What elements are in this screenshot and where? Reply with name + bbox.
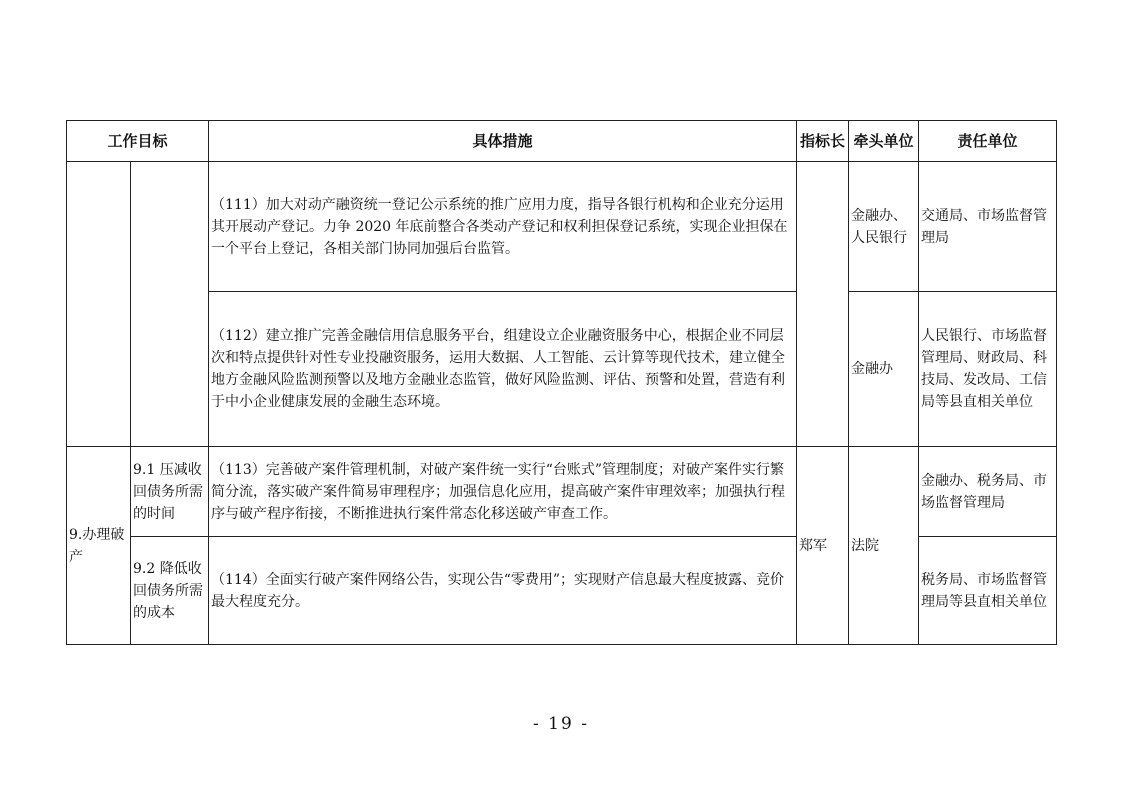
subgoal-9-2: 9.2 降低收回债务所需的成本 <box>131 537 209 645</box>
indicator-lead-empty <box>797 162 849 447</box>
responsible-unit-111: 交通局、市场监督管理局 <box>919 162 1057 292</box>
goal-bankruptcy: 9.办理破产 <box>67 447 131 645</box>
table-row <box>67 292 1057 447</box>
header-responsible-unit: 责任单位 <box>919 121 1057 162</box>
page-number: - 19 - <box>533 714 589 734</box>
measure-111: （111）加大对动产融资统一登记公示系统的推广应用力度，指导各银行机构和企业充分运用其开展动产登记。力争 2020 年底前整合各类动产登记和权利担保登记系统，实现企业担保在一个平台上登记，各相关部门协同加强后台监管。 <box>209 162 797 292</box>
responsible-unit-112: 人民银行、市场监督管理局、财政局、科技局、发改局、工信局等县直相关单位 <box>919 292 1057 447</box>
header-measures: 具体措施 <box>209 121 797 162</box>
lead-unit-112: 金融办 <box>849 292 919 447</box>
header-goal: 工作目标 <box>67 121 209 162</box>
responsible-unit-113: 金融办、税务局、市场监督管理局 <box>919 447 1057 537</box>
lead-unit-111: 金融办、人民银行 <box>849 162 919 292</box>
responsible-unit-114: 税务局、市场监督管理局等县直相关单位 <box>919 537 1057 645</box>
indicator-lead-bankruptcy: 郑军 <box>797 447 849 645</box>
measure-112: （112）建立推广完善金融信用信息服务平台，组建设立企业融资服务中心，根据企业不同层次和特点提供针对性专业投融资服务，运用大数据、人工智能、云计算等现代技术，建立健全地方金融风险监测预警以及地方金融业态监管，做好风险监测、评估、预警和处置，营造有利于中小企业健康发展的金融生态环境。 <box>209 292 797 447</box>
measure-114: （114）全面实行破产案件网络公告，实现公告“零费用”；实现财产信息最大程度披露、竞价最大程度充分。 <box>209 537 797 645</box>
table-row <box>67 162 1057 292</box>
header-indicator-lead: 指标长 <box>797 121 849 162</box>
table-header-row <box>67 121 1057 162</box>
header-lead-unit: 牵头单位 <box>849 121 919 162</box>
measure-113: （113）完善破产案件管理机制，对破产案件统一实行“台账式”管理制度；对破产案件实行繁简分流，落实破产案件简易审理程序；加强信息化应用，提高破产案件审理效率；加强执行程序与破产程序衔接，不断推进执行案件常态化移送破产审查工作。 <box>209 447 797 537</box>
measures-table <box>66 120 1057 645</box>
lead-unit-bankruptcy: 法院 <box>849 447 919 645</box>
subgoal-9-1: 9.1 压减收回债务所需的时间 <box>131 447 209 537</box>
goal-cell-empty <box>67 162 131 447</box>
subgoal-cell-empty <box>131 162 209 447</box>
table-row <box>67 447 1057 537</box>
